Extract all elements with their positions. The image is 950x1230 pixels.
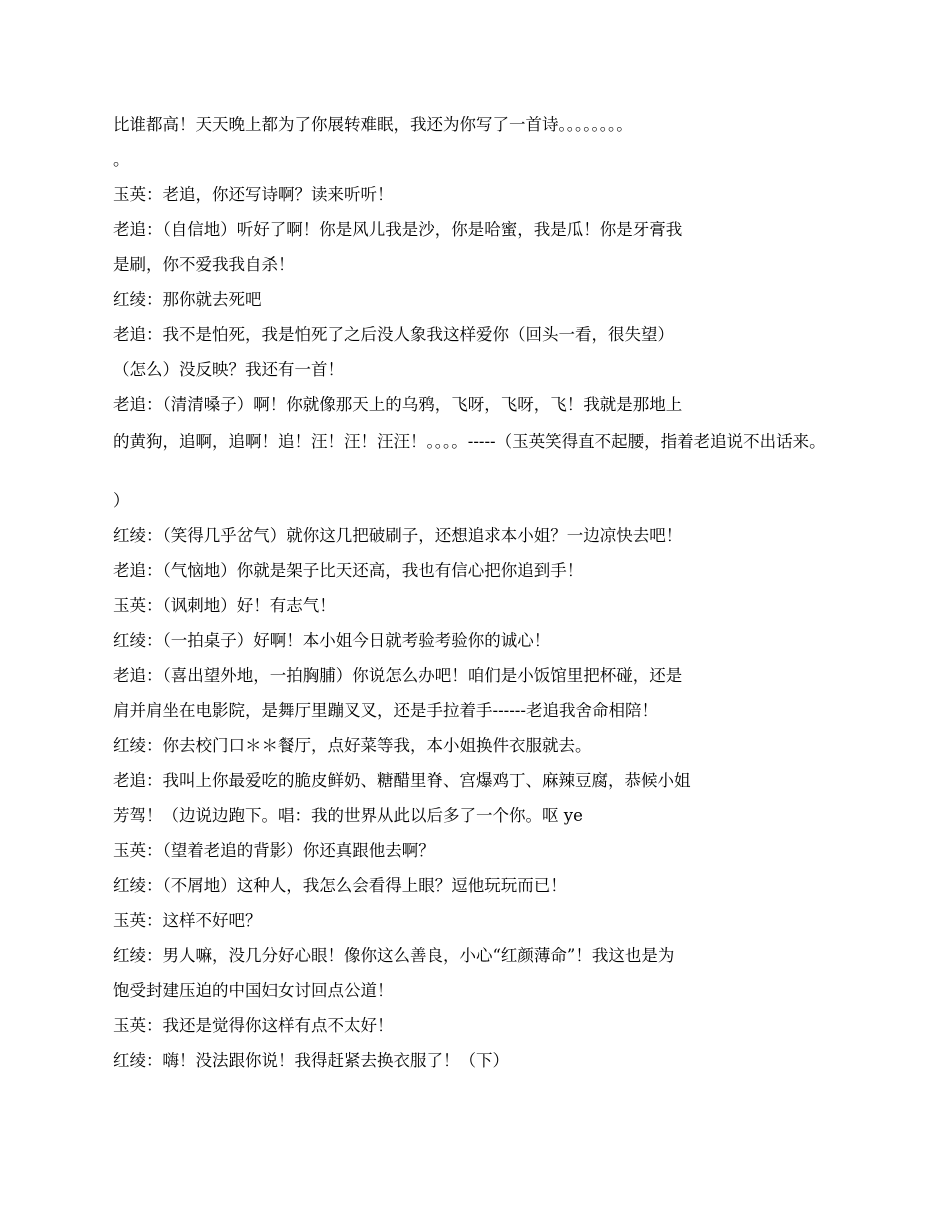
text-line: 红绫：（一拍桌子）好啊！本小姐今日就考验考验你的诚心！ xyxy=(113,631,551,650)
text-line: 的黄狗，追啊，追啊！追！汪！汪！汪汪！。。。。-----（玉英笑得直不起腰，指着老追说不出话来。 xyxy=(113,432,826,451)
text-line: 老追：（气恼地）你就是架子比天还高，我也有信心把你追到手！ xyxy=(113,561,584,580)
text-line: 玉英：这样不好吧？ xyxy=(113,911,262,930)
text-line: 红绫：那你就去死吧 xyxy=(113,290,262,309)
text-line: 红绫：你去校门口＊＊餐厅，点好菜等我，本小姐换件衣服就去。 xyxy=(113,736,592,755)
text-line: 红绫：男人嘛，没几分好心眼！像你这么善良，小心“红颜薄命”！我这也是为 xyxy=(113,946,675,965)
text-line: 。 xyxy=(113,150,130,169)
text-line: 比谁都高！天天晚上都为了你展转难眠，我还为你写了一首诗。。。。。。。。 xyxy=(113,115,633,134)
text-line: 饱受封建压迫的中国妇女讨回点公道！ xyxy=(113,981,394,1000)
text-line: 老追：（喜出望外地，一拍胸脯）你说怎么办吧！咱们是小饭馆里把杯碰，还是 xyxy=(113,666,683,685)
text-line: （怎么）没反映？我还有一首！ xyxy=(113,360,344,379)
text-line: 玉英：（望着老追的背影）你还真跟他去啊？ xyxy=(113,841,435,860)
text-line: 老追：（清清嗓子）啊！你就像那天上的乌鸦，飞呀，飞呀，飞！我就是那地上 xyxy=(113,395,683,414)
text-line: 老追：我叫上你最爱吃的脆皮鲜奶、糖醋里脊、宫爆鸡丁、麻辣豆腐，恭候小姐 xyxy=(113,771,691,790)
text-line: 老追：（自信地）听好了啊！你是风儿我是沙，你是哈蜜，我是瓜！你是牙膏我 xyxy=(113,220,683,239)
text-line: 红绫：（不屑地）这种人，我怎么会看得上眼？逗他玩玩而已！ xyxy=(113,876,567,895)
text-line: 是刷，你不爱我我自杀！ xyxy=(113,255,295,274)
text-line: 肩并肩坐在电影院，是舞厅里蹦叉叉，还是手拉着手------老追我舍命相陪！ xyxy=(113,701,658,720)
text-line: 老追：我不是怕死，我是怕死了之后没人象我这样爱你（回头一看，很失望） xyxy=(113,325,674,344)
text-line: 玉英：我还是觉得你这样有点不太好！ xyxy=(113,1016,394,1035)
text-line: 芳驾！（边说边跑下。唱：我的世界从此以后多了一个你。呕 ye xyxy=(113,806,583,825)
text-line: ） xyxy=(113,491,130,510)
text-line: 玉英：老追，你还写诗啊？读来听听！ xyxy=(113,185,394,204)
text-line: 红绫：（笑得几乎岔气）就你这几把破刷子，还想追求本小姐？一边凉快去吧！ xyxy=(113,526,683,545)
text-line: 玉英：（讽刺地）好！有志气！ xyxy=(113,596,336,615)
text-line: 红绫：嗨！没法跟你说！我得赶紧去换衣服了！（下） xyxy=(113,1051,509,1070)
